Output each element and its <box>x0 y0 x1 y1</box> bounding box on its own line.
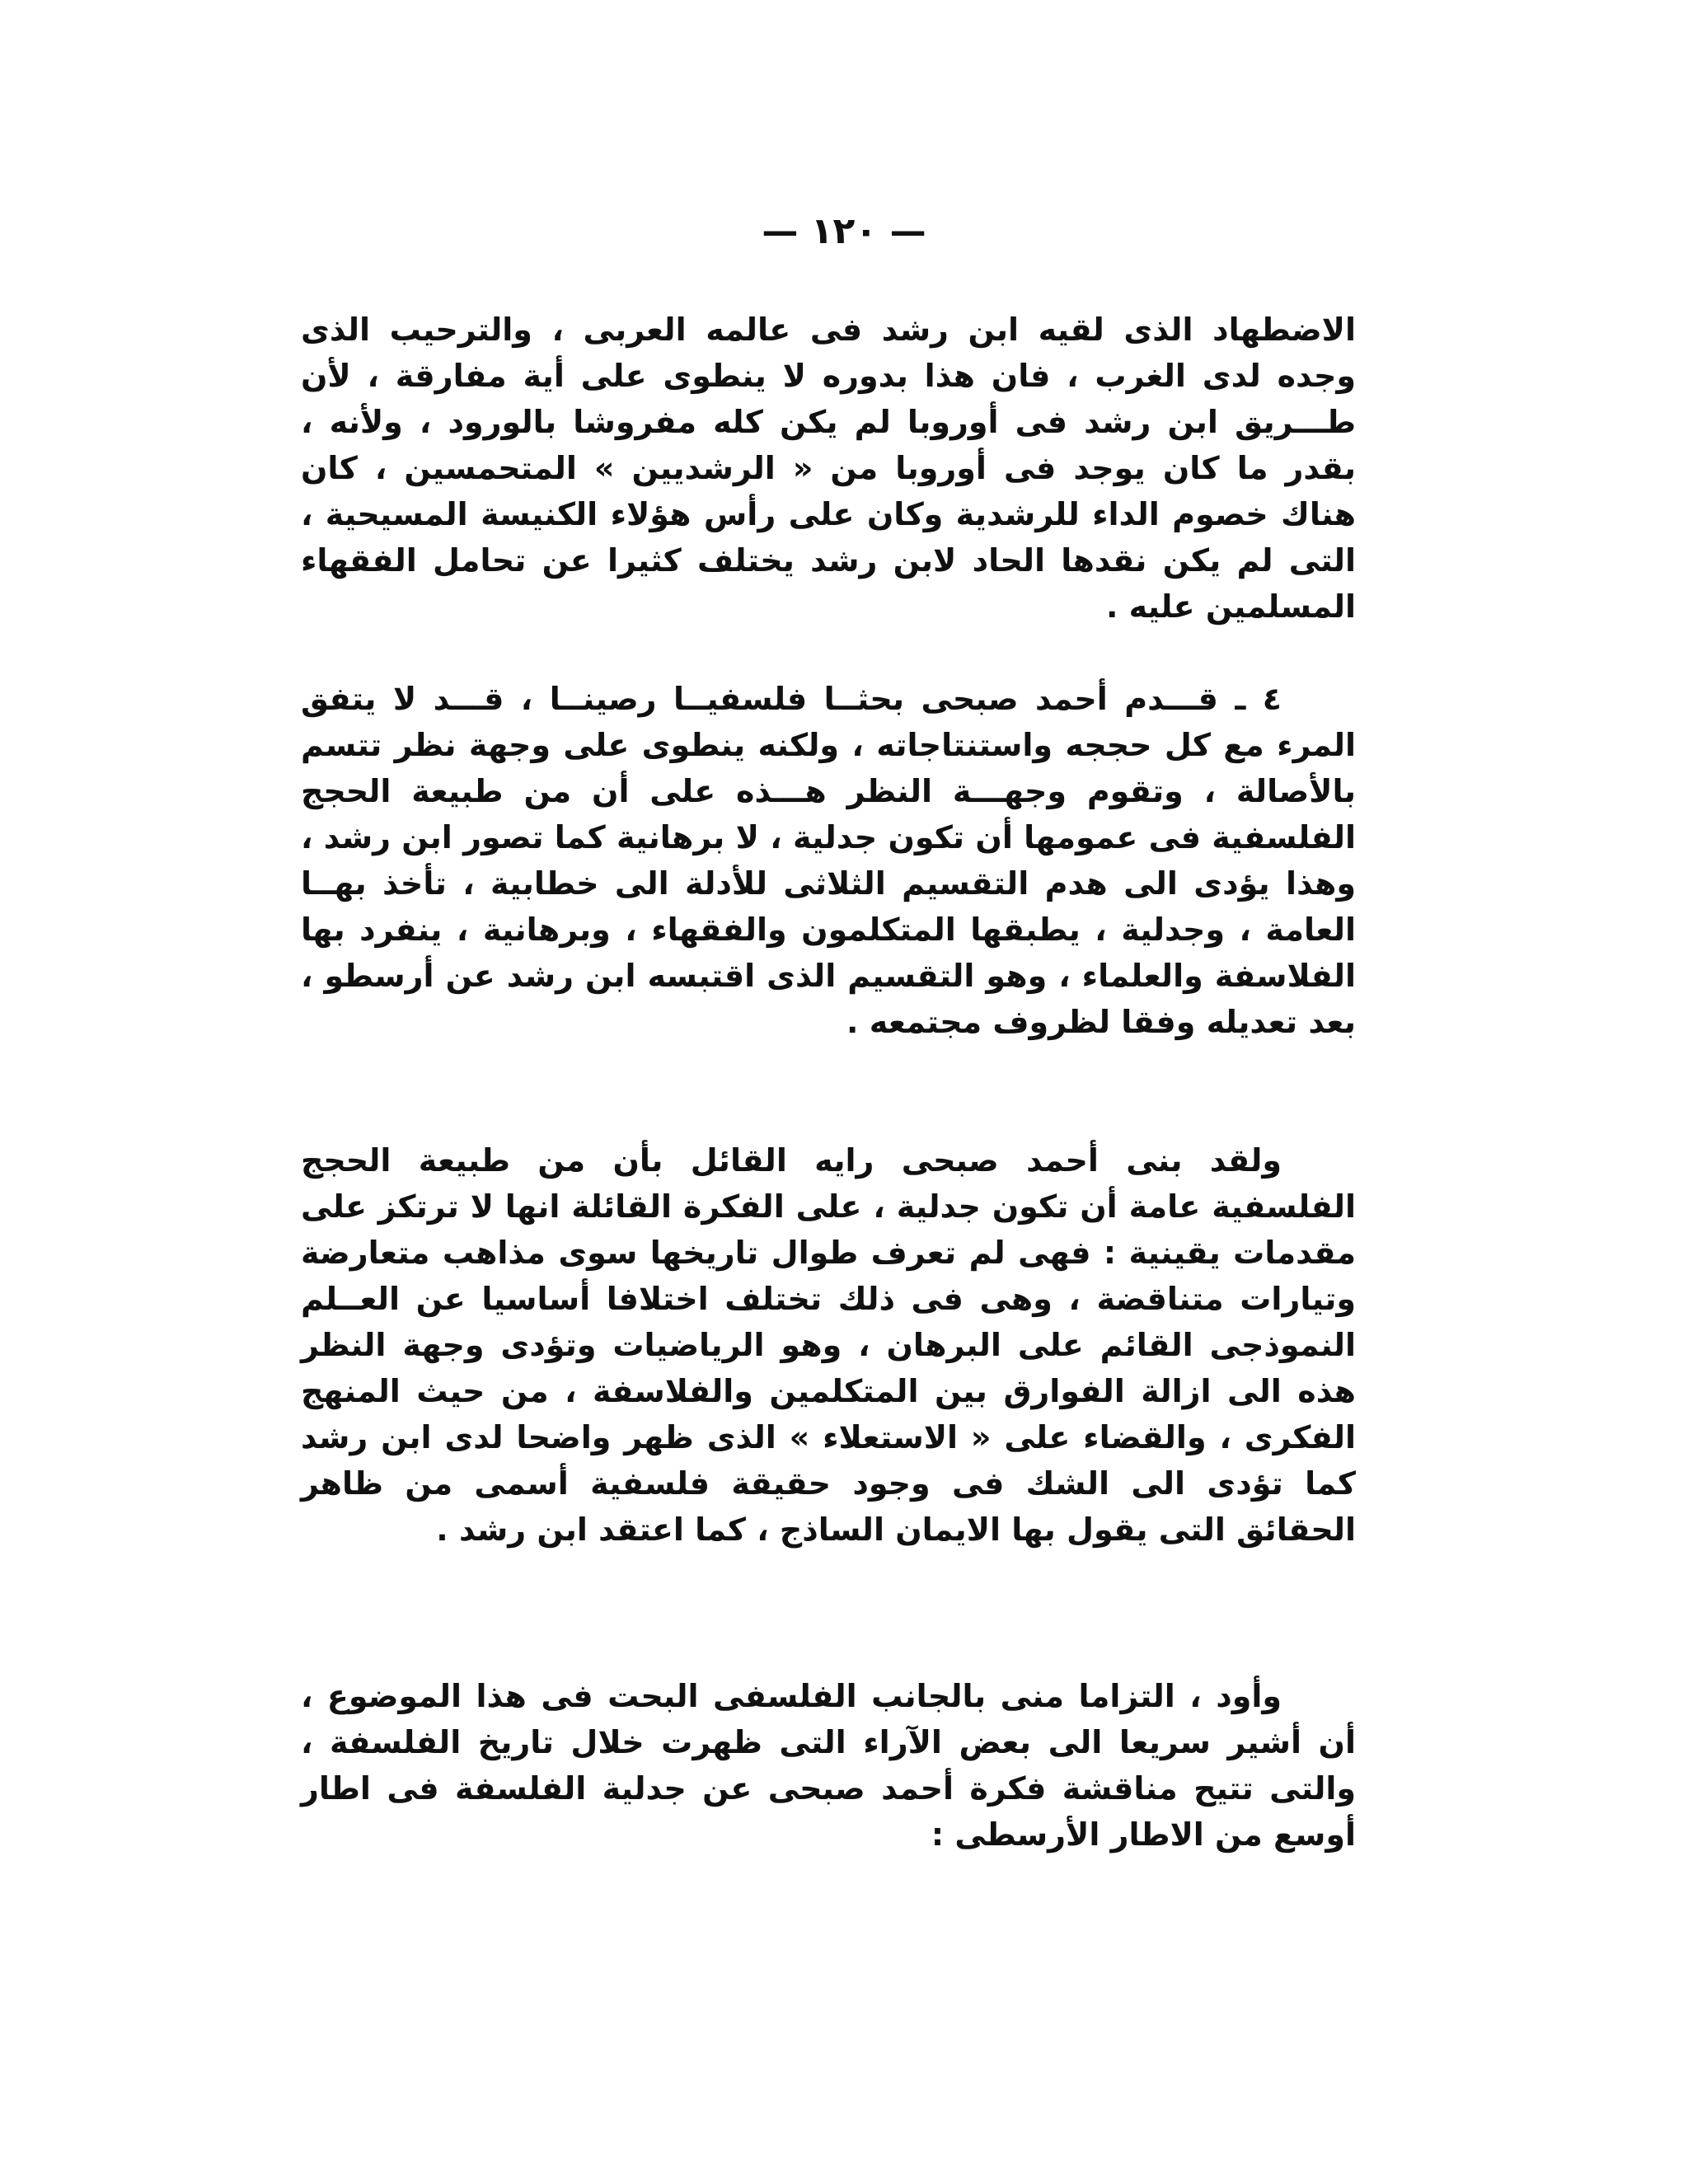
paragraph-2: ٤ ـ قـــدم أحمد صبحى بحثــا فلسفيــا رصينــا ، قـــد لا يتفق المرء مع كل حججه واستنتاجاته ، ولكنه ينطوى على وجهة نظر تتسم بالأصالة ، وتقوم وجهـــة النظر هـــذه على أن من طبيعة الحجج الفلسفية فى عمومها أن تكون جدلية ، لا برهانية كما تصور ابن رشد ، وهذا يؤدى الى هدم التقسيم الثلاثى للأدلة الى خطابية ، تأخذ بهــا العامة ، وجدلية ، يطبقها المتكلمون والفقهاء ، وبرهانية ، ينفرد بها الفلاسفة والعلماء ، وهو التقسيم الذى اقتبسه ابن رشد عن أرسطو ، بعد تعديله وفقا لظروف مجتمعه . <box>301 681 1356 1040</box>
paragraph-3: ولقد بنى أحمد صبحى رايه القائل بأن من طبيعة الحجج الفلسفية عامة أن تكون جدلية ، على الفكرة القائلة انها لا ترتكز على مقدمات يقينية : فهى لم تعرف طوال تاريخها سوى مذاهب متعارضة وتيارات متناقضة ، وهى فى ذلك تختلف اختلافا أساسيا عن العــلم النموذجى القائم على البرهان ، وهو الرياضيات وتؤدى وجهة النظر هذه الى ازالة الفوارق بين المتكلمين والفلاسفة ، من حيث المنهج الفكرى ، والقضاء على « الاستعلاء » الذى ظهر واضحا لدى ابن رشد كما تؤدى الى الشك فى وجود حقيقة فلسفية أسمى من ظاهر الحقائق التى يقول بها الايمان الساذج ، كما اعتقد ابن رشد . <box>301 1142 1356 1548</box>
paragraph-1: الاضطهاد الذى لقيه ابن رشد فى عالمه العربى ، والترحيب الذى وجده لدى الغرب ، فان هذا بدوره لا ينطوى على أية مفارقة ، لأن طـــريق ابن رشد فى أوروبا لم يكن كله مفروشا بالورود ، ولأنه ، بقدر ما كان يوجد فى أوروبا من « الرشديين » المتحمسين ، كان هناك خصوم الداء للرشدية وكان على رأس هؤلاء الكنيسة المسيحية ، التى لم يكن نقدها الحاد لابن رشد يختلف كثيرا عن تحامل الفقهاء المسلمين عليه . <box>301 312 1356 625</box>
page-number: — ١٢٠ — <box>762 210 926 252</box>
paragraph-4: وأود ، التزاما منى بالجانب الفلسفى البحت فى هذا الموضوع ، أن أشير سريعا الى بعض الآراء التى ظهرت خلال تاريخ الفلسفة ، والتى تتيح مناقشة فكرة أحمد صبحى عن جدلية الفلسفة فى اطار أوسع من الاطار الأرسطى : <box>301 1678 1356 1853</box>
